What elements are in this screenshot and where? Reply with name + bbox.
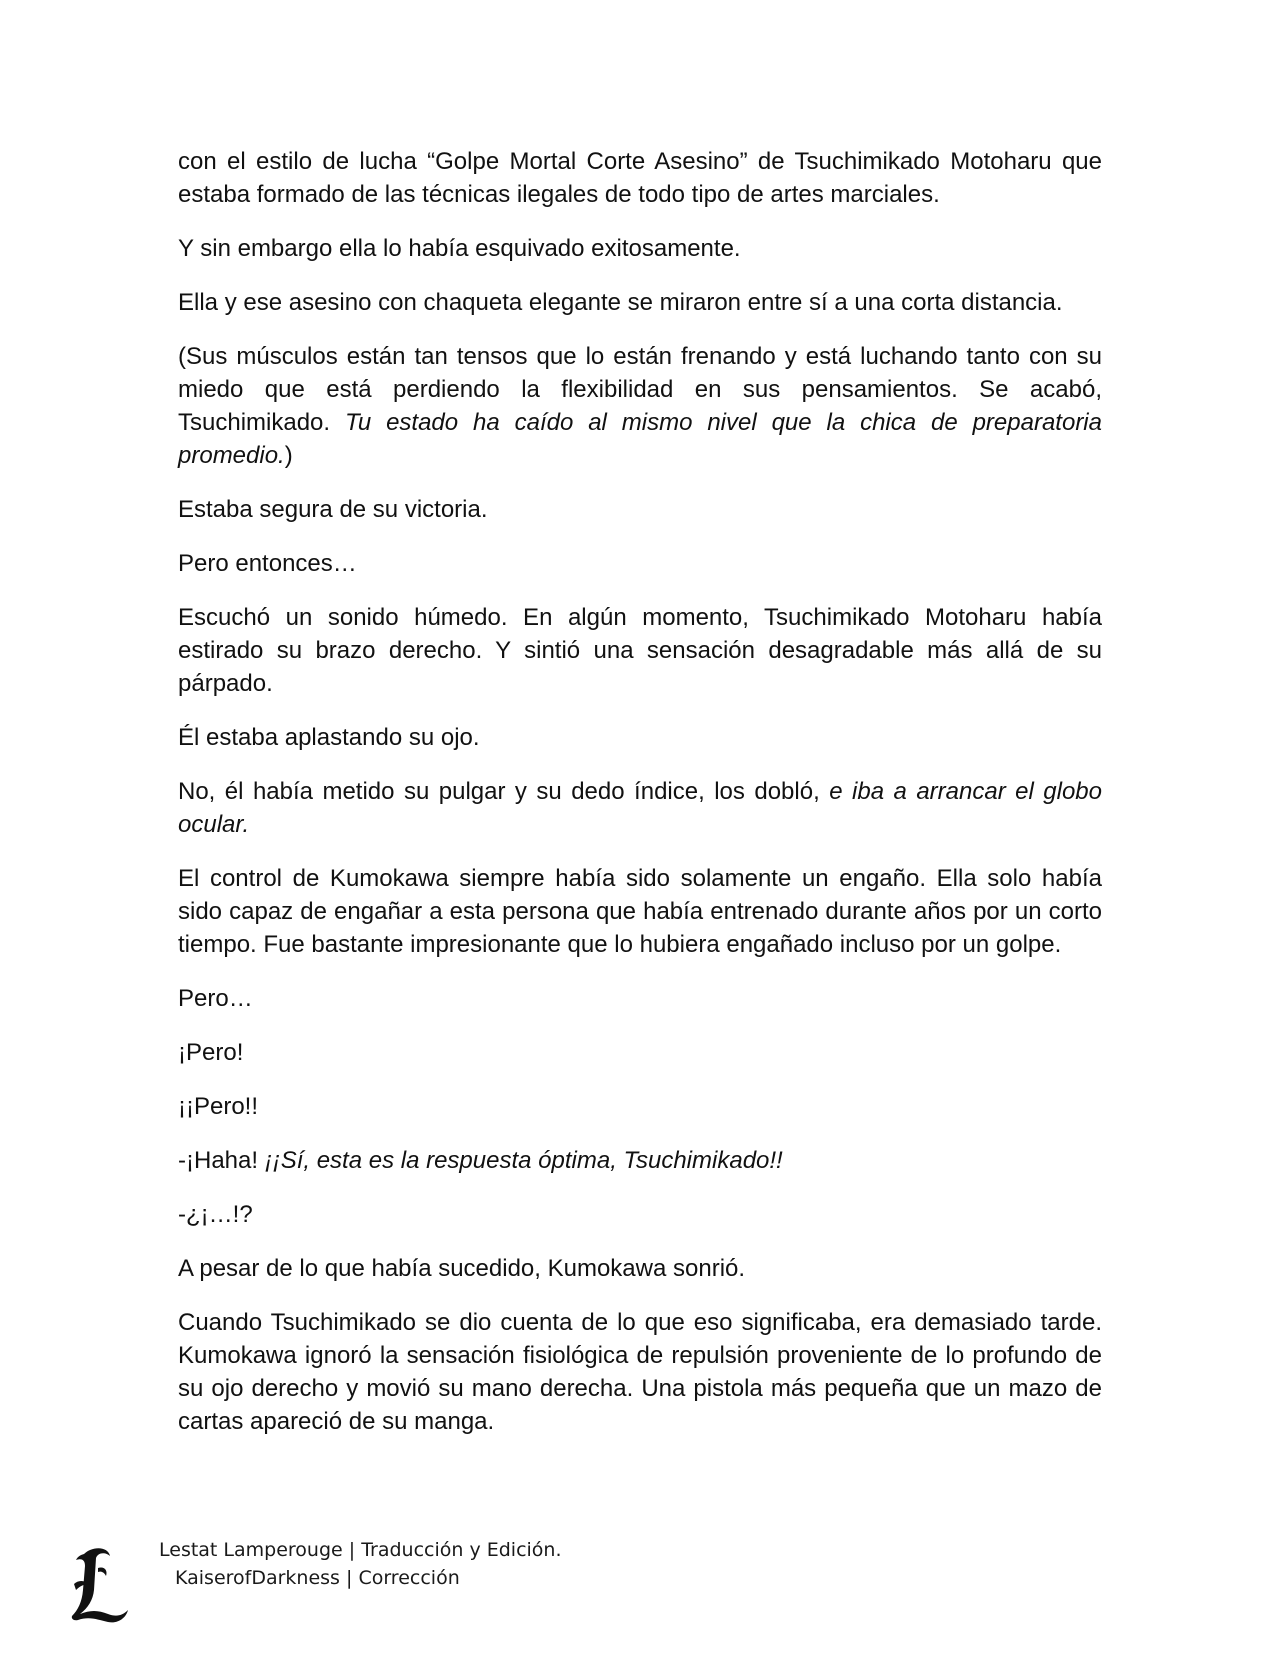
paragraph-text: Pero entonces…	[178, 550, 357, 577]
paragraph-text: El control de Kumokawa siempre había sido solamente un engaño. Ella solo había sido capaz de engañar a esta persona que había entrenado durante años por un corto tiempo. Fue bastante impresionante que lo hubiera engañado incluso por un golpe.	[178, 865, 1102, 958]
credit-translation: Lestat Lamperouge | Traducción y Edición.	[159, 1539, 562, 1561]
paragraph-text: Escuchó un sonido húmedo. En algún momento, Tsuchimikado Motoharu había estirado su brazo derecho. Y sintió una sensación desagradable más allá de su párpado.	[178, 604, 1102, 697]
footer-credits	[159, 1536, 562, 1592]
paragraph-text: Cuando Tsuchimikado se dio cuenta de lo que eso significaba, era demasiado tarde. Kumokawa ignoró la sensación fisiológica de repulsión proveniente de lo profundo de su ojo derecho y movió su mano derecha. Una pistola más pequeña que un mazo de cartas apareció de su manga.	[178, 1309, 1102, 1435]
paragraph-text: Ella y ese asesino con chaqueta elegante se miraron entre sí a una corta distancia.	[178, 289, 1063, 316]
page-body	[178, 145, 1102, 1459]
body-paragraph	[178, 982, 1102, 1015]
paragraph-text: con el estilo de lucha “Golpe Mortal Corte Asesino” de Tsuchimikado Motoharu que estaba formado de las técnicas ilegales de todo tipo de artes marciales.	[178, 148, 1102, 208]
italic-text: Tu estado ha caído al mismo nivel que la chica de preparatoria promedio.	[178, 409, 1102, 469]
body-paragraph	[178, 145, 1102, 211]
italic-text: ¡¡Sí, esta es la respuesta óptima, Tsuchimikado!!	[264, 1147, 783, 1174]
body-paragraph	[178, 862, 1102, 961]
body-paragraph	[178, 286, 1102, 319]
paragraph-text: -¡Haha!	[178, 1147, 265, 1174]
credit-proofreading: KaiserofDarkness | Corrección	[175, 1567, 460, 1589]
body-paragraph	[178, 232, 1102, 265]
paragraph-text: No, él había metido su pulgar y su dedo índice, los dobló,	[178, 778, 830, 805]
body-paragraph	[178, 547, 1102, 580]
body-paragraph	[178, 1036, 1102, 1069]
body-paragraph	[178, 1306, 1102, 1438]
body-paragraph	[178, 1198, 1102, 1231]
paragraph-text: Pero…	[178, 985, 253, 1012]
body-paragraph	[178, 493, 1102, 526]
body-paragraph	[178, 340, 1102, 472]
paragraph-text: Y sin embargo ella lo había esquivado exitosamente.	[178, 235, 741, 262]
paragraph-text: ¡¡Pero!!	[178, 1093, 259, 1120]
italic-text: e iba a arrancar el globo ocular.	[178, 778, 1103, 838]
paragraph-text: )	[284, 442, 293, 469]
body-paragraph	[178, 775, 1102, 841]
body-paragraph	[178, 1090, 1102, 1123]
body-paragraph	[178, 601, 1102, 700]
paragraph-text: (Sus músculos están tan tensos que lo están frenando y está luchando tanto con su miedo que está perdiendo la flexibilidad en sus pensamientos. Se acabó, Tsuchimikado.	[178, 343, 1102, 436]
paragraph-text: -¿¡…!?	[178, 1201, 253, 1228]
page-footer	[60, 1536, 760, 1636]
paragraph-text: A pesar de lo que había sucedido, Kumokawa sonrió.	[178, 1255, 746, 1282]
body-paragraph	[178, 1252, 1102, 1285]
paragraph-text: Estaba segura de su victoria.	[178, 496, 488, 523]
body-paragraph	[178, 1144, 1102, 1177]
gothic-l-logo	[68, 1544, 132, 1624]
paragraph-text: ¡Pero!	[178, 1039, 244, 1066]
paragraph-text: Él estaba aplastando su ojo.	[178, 724, 480, 751]
body-paragraph	[178, 721, 1102, 754]
